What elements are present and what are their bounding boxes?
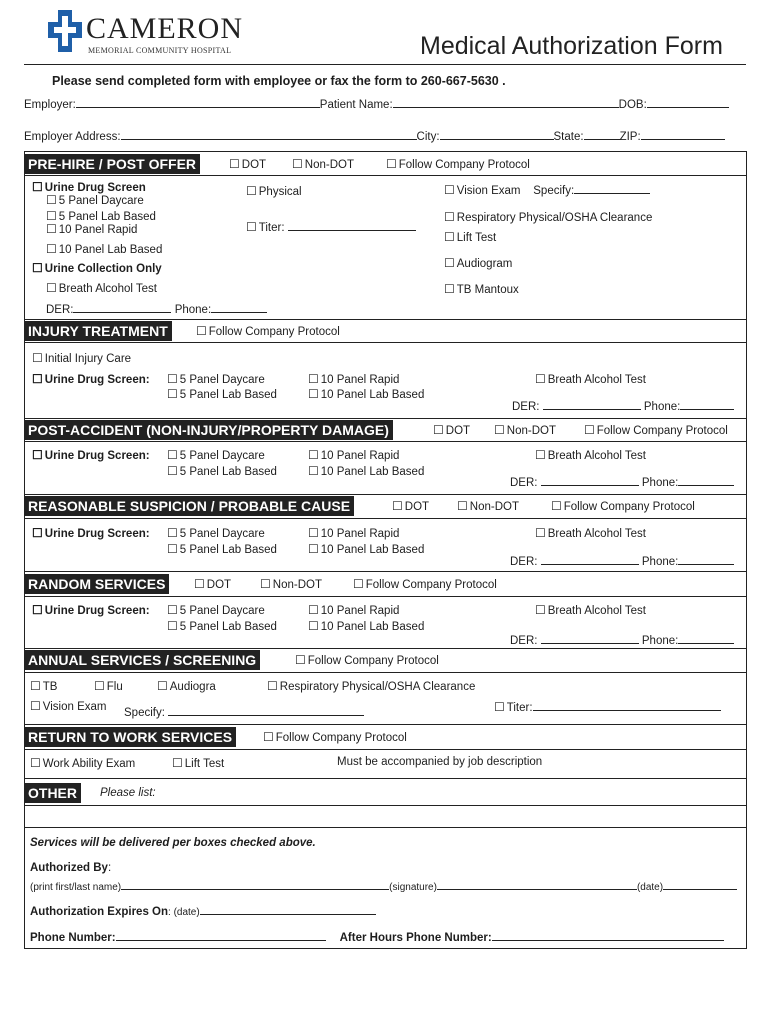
- state-field[interactable]: [584, 128, 620, 140]
- random-5panel-lab[interactable]: ☐ 5 Panel Lab Based: [167, 619, 277, 633]
- prehire-10panel-lab[interactable]: ☐ 10 Panel Lab Based: [46, 242, 162, 256]
- der-field[interactable]: [541, 553, 639, 565]
- authorized-by-label: Authorized By: [30, 862, 108, 874]
- random-title: RANDOM SERVICES: [24, 574, 169, 594]
- prehire-audiogram-checkbox[interactable]: ☐ Audiogram: [444, 256, 512, 270]
- postaccident-5panel-lab[interactable]: ☐ 5 Panel Lab Based: [167, 464, 277, 478]
- expires-field[interactable]: [200, 903, 376, 915]
- suspicion-10panel-rapid[interactable]: ☐ 10 Panel Rapid: [308, 526, 399, 540]
- phone-number-row: [30, 929, 724, 944]
- zip-label: ZIP:: [619, 131, 641, 143]
- random-nondot-checkbox[interactable]: ☐ Non-DOT: [260, 577, 322, 591]
- prehire-titer-checkbox[interactable]: ☐ Titer:: [246, 222, 285, 234]
- injury-5panel-lab[interactable]: ☐ 5 Panel Lab Based: [167, 387, 277, 401]
- suspicion-follow-checkbox[interactable]: ☐ Follow Company Protocol: [551, 499, 695, 513]
- prehire-rule: [24, 175, 746, 176]
- expires-date-label: : (date): [168, 907, 200, 918]
- postaccident-10panel-rapid[interactable]: ☐ 10 Panel Rapid: [308, 448, 399, 462]
- postaccident-title: POST-ACCIDENT (NON-INJURY/PROPERTY DAMAGE): [24, 420, 393, 440]
- prehire-urine-checkbox[interactable]: ☐ Urine Drug Screen: [32, 180, 146, 194]
- injury-rule: [24, 342, 746, 343]
- annual-respiratory-checkbox[interactable]: ☐ Respiratory Physical/OSHA Clearance: [267, 679, 475, 693]
- prehire-header: [24, 154, 746, 174]
- postaccident-10panel-lab[interactable]: ☐ 10 Panel Lab Based: [308, 464, 424, 478]
- phone-field[interactable]: [678, 553, 734, 565]
- postaccident-5panel-daycare[interactable]: ☐ 5 Panel Daycare: [167, 448, 265, 462]
- annual-audiogram-checkbox[interactable]: ☐ Audiogra: [157, 679, 216, 693]
- other-list-field[interactable]: [26, 806, 744, 826]
- suspicion-5panel-daycare[interactable]: ☐ 5 Panel Daycare: [167, 526, 265, 540]
- injury-initial-checkbox[interactable]: ☐ Initial Injury Care: [32, 351, 131, 365]
- after-hours-label: After Hours Phone Number:: [339, 932, 492, 944]
- phone-number-label: Phone Number:: [30, 932, 116, 944]
- postaccident-urine-checkbox[interactable]: ☐ Urine Drug Screen:: [32, 448, 150, 462]
- annual-vision-checkbox[interactable]: ☐ Vision Exam: [30, 699, 106, 713]
- form-title: Medical Authorization Form: [420, 32, 723, 60]
- prehire-respiratory-checkbox[interactable]: ☐ Respiratory Physical/OSHA Clearance: [444, 210, 652, 224]
- section-rule: [24, 571, 746, 572]
- random-follow-checkbox[interactable]: ☐ Follow Company Protocol: [353, 577, 497, 591]
- injury-5panel-daycare[interactable]: ☐ 5 Panel Daycare: [167, 372, 265, 386]
- date-field[interactable]: [663, 878, 737, 890]
- postaccident-breath-checkbox[interactable]: ☐ Breath Alcohol Test: [535, 448, 646, 462]
- other-please-list: Please list:: [100, 787, 156, 799]
- injury-follow-checkbox[interactable]: ☐ Follow Company Protocol: [196, 324, 340, 338]
- signature-field[interactable]: [437, 878, 637, 890]
- suspicion-nondot-checkbox[interactable]: ☐ Non-DOT: [457, 499, 519, 513]
- dob-label: DOB:: [618, 99, 647, 111]
- prehire-5panel-daycare[interactable]: ☐ 5 Panel Daycare: [46, 193, 144, 207]
- employer-label: Employer:: [24, 99, 76, 111]
- der-label: DER:: [510, 635, 538, 647]
- der-label: DER:: [510, 556, 538, 568]
- rtw-lift-checkbox[interactable]: ☐ Lift Test: [172, 756, 224, 770]
- suspicion-dot-checkbox[interactable]: ☐ DOT: [392, 499, 429, 513]
- injury-breath-checkbox[interactable]: ☐ Breath Alcohol Test: [535, 372, 646, 386]
- suspicion-5panel-lab[interactable]: ☐ 5 Panel Lab Based: [167, 542, 277, 556]
- patient-name-field[interactable]: [393, 96, 619, 108]
- authorized-signature-row: [30, 878, 737, 893]
- annual-flu-checkbox[interactable]: ☐ Flu: [94, 679, 123, 693]
- injury-10panel-lab[interactable]: ☐ 10 Panel Lab Based: [308, 387, 424, 401]
- zip-field[interactable]: [641, 128, 725, 140]
- employer-address-label: Employer Address:: [24, 131, 121, 143]
- phone-field[interactable]: [680, 398, 734, 410]
- section-rule: [24, 648, 746, 649]
- der-field[interactable]: [541, 474, 639, 486]
- rtw-follow-checkbox[interactable]: ☐ Follow Company Protocol: [263, 730, 407, 744]
- postaccident-rule: [24, 441, 746, 442]
- authorized-by-row: Authorized By:: [30, 862, 112, 874]
- annual-follow-checkbox[interactable]: ☐ Follow Company Protocol: [295, 653, 439, 667]
- annual-rule: [24, 672, 746, 673]
- injury-title: INJURY TREATMENT: [24, 321, 172, 341]
- der-field[interactable]: [541, 632, 639, 644]
- prehire-vision-row: [444, 182, 650, 197]
- suspicion-10panel-lab[interactable]: ☐ 10 Panel Lab Based: [308, 542, 424, 556]
- random-urine-checkbox[interactable]: ☐ Urine Drug Screen:: [32, 603, 150, 617]
- postaccident-der-row: [510, 474, 734, 489]
- hospital-logo: [48, 8, 258, 56]
- delivered-note: Services will be delivered per boxes checked above.: [30, 837, 316, 849]
- instruction-text: Please send completed form with employee or fax the form to 260-667-5630 .: [52, 74, 506, 88]
- der-label: DER:: [510, 477, 538, 489]
- annual-specify-row: [124, 704, 364, 719]
- section-rule: [24, 778, 746, 779]
- prehire-titer-row: [246, 219, 416, 234]
- annual-specify-field[interactable]: [168, 704, 364, 716]
- prehire-title: PRE-HIRE / POST OFFER: [24, 154, 200, 174]
- medical-cross-icon: [48, 8, 82, 54]
- prehire-der-row: [46, 301, 267, 316]
- city-field[interactable]: [440, 128, 554, 140]
- postaccident-dot-checkbox[interactable]: ☐ DOT: [433, 423, 470, 437]
- phone-label: Phone:: [641, 635, 679, 647]
- injury-header: [24, 321, 746, 341]
- specify-label: Specify:: [124, 707, 165, 719]
- random-10panel-rapid[interactable]: ☐ 10 Panel Rapid: [308, 603, 399, 617]
- rtw-work-ability-checkbox[interactable]: ☐ Work Ability Exam: [30, 756, 135, 770]
- random-5panel-daycare[interactable]: ☐ 5 Panel Daycare: [167, 603, 265, 617]
- specify-field[interactable]: [574, 182, 650, 194]
- random-dot-checkbox[interactable]: ☐ DOT: [194, 577, 231, 591]
- prehire-follow-checkbox[interactable]: ☐ Follow Company Protocol: [386, 157, 530, 171]
- date-label: (date): [636, 882, 664, 893]
- prehire-dot-checkbox[interactable]: ☐ DOT: [229, 157, 266, 171]
- signature-label: (signature): [389, 882, 437, 893]
- der-field[interactable]: [73, 301, 171, 313]
- postaccident-follow-checkbox[interactable]: ☐ Follow Company Protocol: [584, 423, 728, 437]
- rtw-title: RETURN TO WORK SERVICES: [24, 727, 236, 747]
- employer-address-field[interactable]: [121, 128, 417, 140]
- after-hours-field[interactable]: [492, 929, 724, 941]
- annual-title: ANNUAL SERVICES / SCREENING: [24, 650, 260, 670]
- title-divider: [24, 64, 746, 65]
- annual-titer-field[interactable]: [533, 699, 721, 711]
- rtw-note: Must be accompanied by job description: [337, 756, 543, 768]
- annual-titer-checkbox[interactable]: ☐ Titer:: [494, 702, 533, 714]
- suspicion-breath-checkbox[interactable]: ☐ Breath Alcohol Test: [535, 526, 646, 540]
- random-10panel-lab[interactable]: ☐ 10 Panel Lab Based: [308, 619, 424, 633]
- prehire-10panel-rapid[interactable]: ☐ 10 Panel Rapid: [46, 222, 137, 236]
- employer-field[interactable]: [76, 96, 320, 108]
- phone-label: Phone:: [641, 477, 679, 489]
- phone-field[interactable]: [678, 474, 734, 486]
- section-rule: [24, 319, 746, 320]
- injury-der-row: [512, 398, 734, 413]
- employer-row: [24, 96, 729, 111]
- prehire-titer-field[interactable]: [288, 219, 416, 231]
- section-rule: [24, 494, 746, 495]
- random-rule: [24, 596, 746, 597]
- phone-field[interactable]: [678, 632, 734, 644]
- phone-label: Phone:: [641, 556, 679, 568]
- random-breath-checkbox[interactable]: ☐ Breath Alcohol Test: [535, 603, 646, 617]
- patient-name-label: Patient Name:: [319, 99, 393, 111]
- annual-tb-checkbox[interactable]: ☐ TB: [30, 679, 57, 693]
- suspicion-title: REASONABLE SUSPICION / PROBABLE CAUSE: [24, 496, 354, 516]
- phone-label: Phone:: [174, 304, 212, 316]
- state-label: State:: [553, 131, 584, 143]
- dob-field[interactable]: [647, 96, 729, 108]
- prehire-physical-checkbox[interactable]: ☐ Physical: [246, 184, 302, 198]
- annual-titer-row: [494, 699, 721, 714]
- der-label: DER:: [512, 401, 540, 413]
- city-label: City:: [416, 131, 440, 143]
- print-name-label: (print first/last name): [30, 882, 122, 893]
- der-label: DER:: [46, 304, 74, 316]
- address-row: [24, 128, 725, 143]
- phone-field[interactable]: [211, 301, 267, 313]
- specify-label: Specify:: [533, 185, 575, 197]
- other-title: OTHER: [24, 783, 81, 803]
- prehire-nondot-checkbox[interactable]: ☐ Non-DOT: [292, 157, 354, 171]
- suspicion-rule: [24, 518, 746, 519]
- prehire-5panel-lab[interactable]: ☐ 5 Panel Lab Based: [46, 209, 156, 223]
- postaccident-nondot-checkbox[interactable]: ☐ Non-DOT: [494, 423, 556, 437]
- injury-10panel-rapid[interactable]: ☐ 10 Panel Rapid: [308, 372, 399, 386]
- phone-label: Phone:: [643, 401, 681, 413]
- logo-subtitle: MEMORIAL COMMUNITY HOSPITAL: [88, 46, 232, 55]
- der-field[interactable]: [543, 398, 641, 410]
- print-name-field[interactable]: [121, 878, 389, 890]
- rtw-rule: [24, 749, 746, 750]
- suspicion-der-row: [510, 553, 734, 568]
- expires-row: [30, 903, 376, 918]
- prehire-vision-checkbox[interactable]: ☐ Vision Exam: [444, 185, 520, 197]
- prehire-breath-checkbox[interactable]: ☐ Breath Alcohol Test: [46, 281, 157, 295]
- section-rule: [24, 827, 746, 828]
- suspicion-urine-checkbox[interactable]: ☐ Urine Drug Screen:: [32, 526, 150, 540]
- expires-label: Authorization Expires On: [30, 906, 169, 918]
- random-der-row: [510, 632, 734, 647]
- prehire-collection-checkbox[interactable]: ☐ Urine Collection Only: [32, 261, 162, 275]
- section-rule: [24, 724, 746, 725]
- prehire-tb-checkbox[interactable]: ☐ TB Mantoux: [444, 282, 519, 296]
- section-rule: [24, 418, 746, 419]
- logo-name: CAMERON: [86, 12, 244, 45]
- injury-urine-checkbox[interactable]: ☐ Urine Drug Screen:: [32, 372, 150, 386]
- phone-number-field[interactable]: [116, 929, 326, 941]
- prehire-lift-checkbox[interactable]: ☐ Lift Test: [444, 230, 496, 244]
